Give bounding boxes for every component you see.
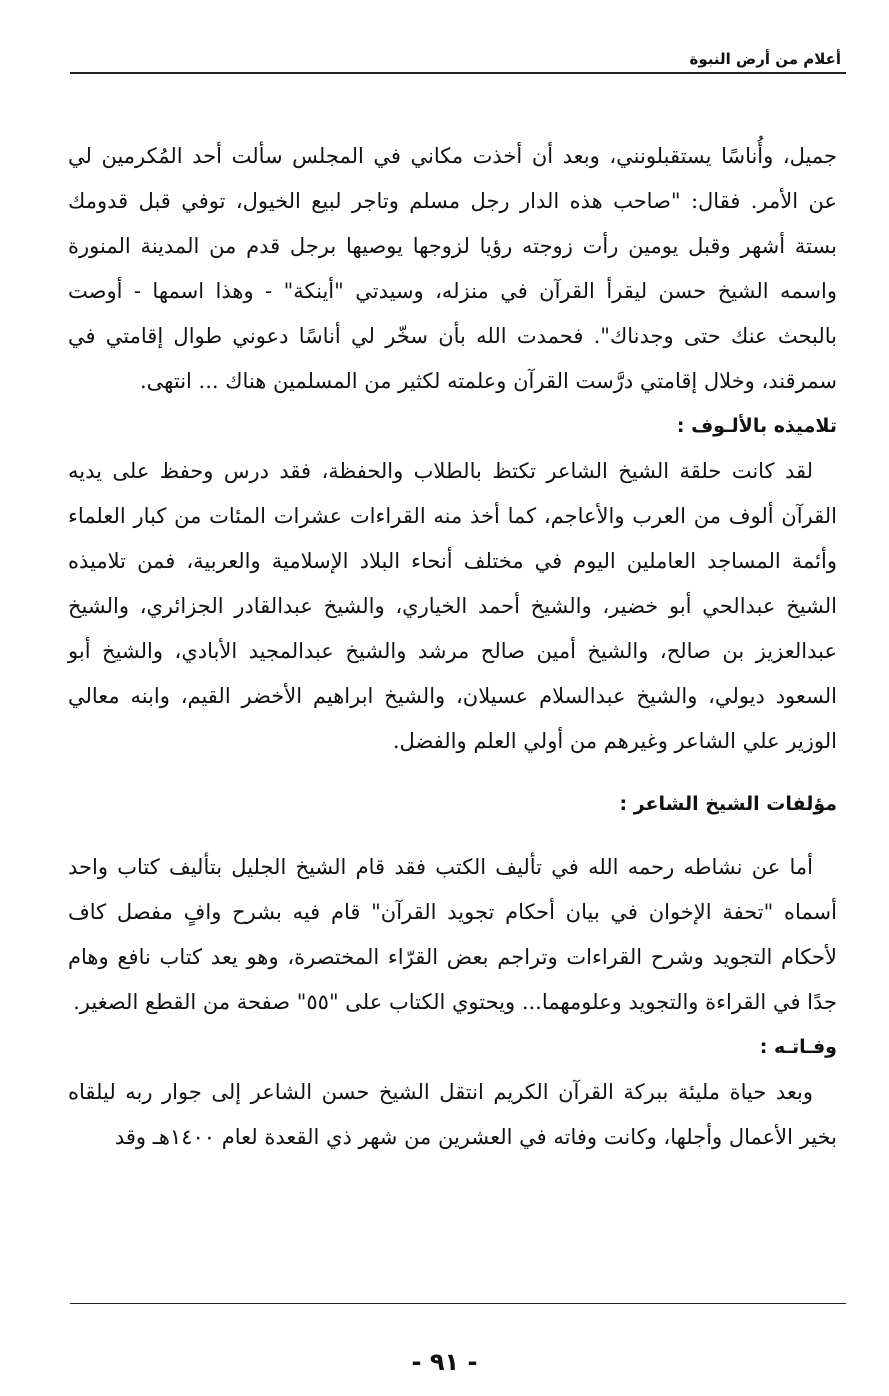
paragraph-journey-continuation: جميل، وأُناسًا يستقبلونني، وبعد أن أخذت مكاني في المجلس سألت أحد المُكرمين لي عن الأمر. فقال: "صاحب هذه الدار رجل مسلم وتاجر لبيع الخيول، توفي قبل قدومك بستة أشهر وقبل يومين رأت زوجته رؤيا لزوجها يوصيها برجل قدم من المدينة المنورة واسمه الشيخ حسن ليقرأ القرآن في منزله، وسيدتي "أينكة" - وهذا اسمها - أوصت بالبحث عنك حتى وجدناك". فحمدت الله بأن سخّر لي أناسًا دعوني طوال إقامتي في سمرقند، وخلال إقامتي درَّست القرآن وعلمته لكثير من المسلمين هناك ... انتهى. — [68, 144, 837, 393]
paragraph-death: وبعد حياة مليئة ببركة القرآن الكريم انتقل الشيخ حسن الشاعر إلى جوار ربه ليلقاه بخير الأعمال وأجلها، وكانت وفاته في العشرين من شهر ذي القعدة لعام ١٤٠٠هـ وقد — [68, 1080, 837, 1149]
header-rule — [70, 72, 846, 74]
heading-works: مؤلفات الشيخ الشاعر : — [619, 793, 837, 815]
running-header: أعلام من أرض النبوة — [689, 50, 841, 68]
heading-death: وفـاتـه : — [759, 1036, 837, 1058]
page-body — [68, 134, 837, 1160]
heading-students: تلاميذه بالألـوف : — [676, 415, 837, 437]
page-number: - ٩١ - — [411, 1348, 478, 1376]
footer-rule — [70, 1303, 846, 1304]
paragraph-works: أما عن نشاطه رحمه الله في تأليف الكتب فقد قام الشيخ الجليل بتأليف كتاب واحد أسماه "تحفة الإخوان في بيان أحكام تجويد القرآن" قام فيه بشرح وافٍ مفصل كاف لأحكام التجويد وشرح القراءات وتراجم بعض القرّاء المختصرة، وهو يعد كتاب نافع وهام جدًا في القراءة والتجويد وعلومهما... ويحتوي الكتاب على "٥٥" صفحة من القطع الصغير. — [68, 855, 837, 1014]
paragraph-students: لقد كانت حلقة الشيخ الشاعر تكتظ بالطلاب والحفظة، فقد درس وحفظ على يديه القرآن ألوف من العرب والأعاجم، كما أخذ منه القراءات عشرات المئات من كبار العلماء وأئمة المساجد العاملين اليوم في مختلف أنحاء البلاد الإسلامية والعربية، فمن تلاميذه الشيخ عبدالحي أبو خضير، والشيخ أحمد الخياري، والشيخ عبدالقادر الجزائري، والشيخ عبدالعزيز بن صالح، والشيخ أمين صالح مرشد والشيخ عبدالمجيد الأبادي، والشيخ أبو السعود ديولي، والشيخ عبدالسلام عسيلان، والشيخ ابراهيم الأخضر القيم، وابنه معالي الوزير علي الشاعر وغيرهم من أولي العلم والفضل. — [68, 459, 837, 753]
